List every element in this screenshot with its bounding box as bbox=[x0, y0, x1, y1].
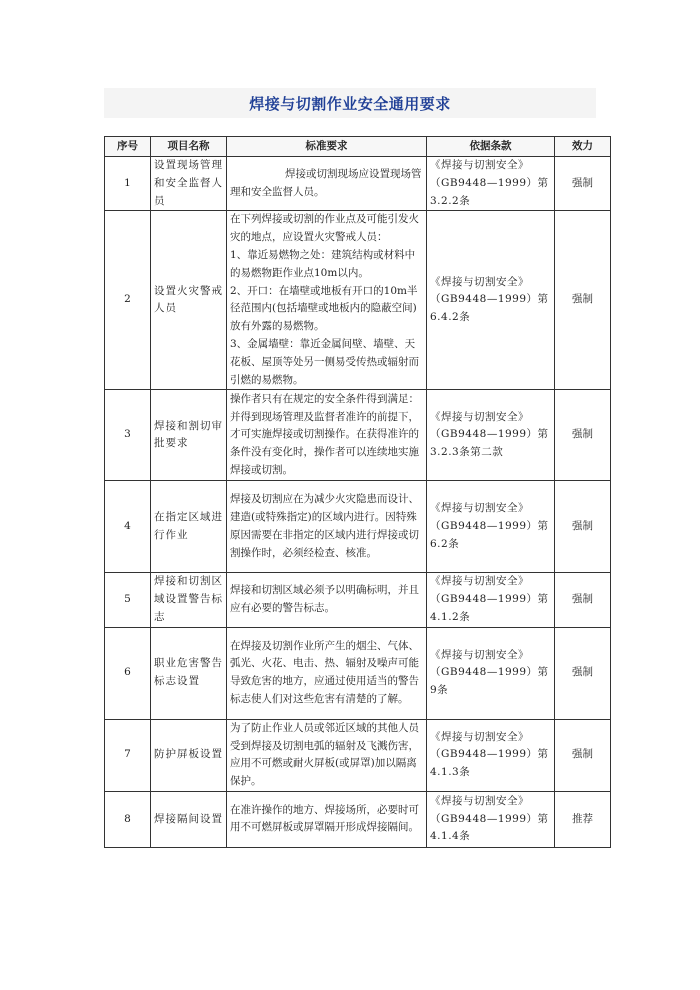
item-name: 职业危害警告标志设置 bbox=[151, 627, 227, 719]
table-header-row bbox=[105, 137, 611, 157]
requirement-line: 2、开口：在墙壁或地板有开口的10m半径范围内(包括墙壁或地板内的隐蔽空间)放有外露的易燃物。 bbox=[230, 284, 418, 333]
requirement-line: 为了防止作业人员或邻近区域的其他人员受到焊接及切割电弧的辐射及飞溅伤害，应用不可燃或耐火屏板(或屏罩)加以隔离保护。 bbox=[230, 721, 419, 788]
row-number: 3 bbox=[105, 390, 151, 481]
row-number: 6 bbox=[105, 627, 151, 719]
item-name: 焊接和切割区域设置警告标志 bbox=[151, 573, 227, 627]
table-row bbox=[105, 211, 611, 390]
effect-level: 推荐 bbox=[555, 791, 611, 847]
requirement-line: 焊接和切割区域必须予以明确标明，并且应有必要的警告标志。 bbox=[230, 584, 419, 615]
requirement-line: 焊接及切割应在为减少火灾隐患而设计、建造(或特殊指定)的区域内进行。因特殊原因需要在非指定的区域内进行焊接或切割操作时，必须经检查、核准。 bbox=[230, 493, 419, 559]
table-row bbox=[105, 157, 611, 211]
effect-level: 强制 bbox=[555, 390, 611, 481]
table-row bbox=[105, 573, 611, 627]
header-basis: 依据条款 bbox=[427, 137, 555, 157]
requirement-line: 焊接或切割现场应设置现场管理和安全监督人员。 bbox=[230, 167, 422, 198]
item-name: 设置现场管理和安全监督人员 bbox=[151, 157, 227, 211]
item-name: 焊接和割切审批要求 bbox=[151, 390, 227, 481]
table-row bbox=[105, 627, 611, 719]
table-row bbox=[105, 791, 611, 847]
basis-clause: 《焊接与切割安全》（GB9448—1999）第3.2.2条 bbox=[427, 157, 555, 211]
requirement-line: 3、金属墙壁：靠近金属间壁、墙壁、天花板、屋顶等处另一侧易受传热或辐射而引燃的易燃物。 bbox=[230, 337, 419, 386]
item-name: 在指定区域进行作业 bbox=[151, 481, 227, 573]
row-number: 2 bbox=[105, 211, 151, 390]
basis-clause: 《焊接与切割安全》（GB9448—1999）第4.1.2条 bbox=[427, 573, 555, 627]
requirement-line: 操作者只有在规定的安全条件得到满足：并得到现场管理及监督者准许的前提下，才可实施焊接或切割操作。在获得准许的条件没有变化时，操作者可以连续地实施焊接或切割。 bbox=[230, 392, 419, 477]
effect-level: 强制 bbox=[555, 211, 611, 390]
effect-level: 强制 bbox=[555, 719, 611, 791]
effect-level: 强制 bbox=[555, 157, 611, 211]
item-name: 设置火灾警戒人员 bbox=[151, 211, 227, 390]
table-row bbox=[105, 719, 611, 791]
header-effect: 效力 bbox=[555, 137, 611, 157]
page-title: 焊接与切割作业安全通用要求 bbox=[249, 95, 451, 113]
basis-clause: 《焊接与切割安全》（GB9448—1999）第6.4.2条 bbox=[427, 211, 555, 390]
standard-requirement bbox=[227, 157, 427, 211]
standard-requirement bbox=[227, 390, 427, 481]
item-name: 防护屏板设置 bbox=[151, 719, 227, 791]
standard-requirement bbox=[227, 791, 427, 847]
effect-level: 强制 bbox=[555, 481, 611, 573]
requirement-line: 在下列焊接或切割的作业点及可能引发火灾的地点，应设置火灾警戒人员： bbox=[230, 213, 419, 244]
table-row bbox=[105, 390, 611, 481]
basis-clause: 《焊接与切割安全》（GB9448—1999）第4.1.3条 bbox=[427, 719, 555, 791]
standard-requirement bbox=[227, 481, 427, 573]
basis-clause: 《焊接与切割安全》（GB9448—1999）第6.2条 bbox=[427, 481, 555, 573]
row-number: 7 bbox=[105, 719, 151, 791]
requirement-line: 1、靠近易燃物之处：建筑结构或材料中的易燃物距作业点10m以内。 bbox=[230, 248, 416, 279]
basis-clause: 《焊接与切割安全》（GB9448—1999）第3.2.3条第二款 bbox=[427, 390, 555, 481]
requirements-table bbox=[104, 136, 611, 848]
item-name: 焊接隔间设置 bbox=[151, 791, 227, 847]
header-standard: 标准要求 bbox=[227, 137, 427, 157]
effect-level: 强制 bbox=[555, 573, 611, 627]
requirement-line: 在准许操作的地方、焊接场所，必要时可用不可燃屏板或屏罩隔开形成焊接隔间。 bbox=[230, 803, 419, 834]
standard-requirement bbox=[227, 627, 427, 719]
table-row bbox=[105, 481, 611, 573]
standard-requirement bbox=[227, 719, 427, 791]
header-no: 序号 bbox=[105, 137, 151, 157]
table-body bbox=[105, 157, 611, 848]
row-number: 1 bbox=[105, 157, 151, 211]
basis-clause: 《焊接与切割安全》（GB9448—1999）第9条 bbox=[427, 627, 555, 719]
basis-clause: 《焊接与切割安全》（GB9448—1999）第4.1.4条 bbox=[427, 791, 555, 847]
standard-requirement bbox=[227, 573, 427, 627]
requirement-line: 在焊接及切割作业所产生的烟尘、气体、弧光、火花、电击、热、辐射及噪声可能导致危害的地方，应通过使用适当的警告标志使人们对这些危害有清楚的了解。 bbox=[230, 639, 419, 706]
standard-requirement bbox=[227, 211, 427, 390]
row-number: 4 bbox=[105, 481, 151, 573]
header-name: 项目名称 bbox=[151, 137, 227, 157]
row-number: 8 bbox=[105, 791, 151, 847]
effect-level: 强制 bbox=[555, 627, 611, 719]
row-number: 5 bbox=[105, 573, 151, 627]
